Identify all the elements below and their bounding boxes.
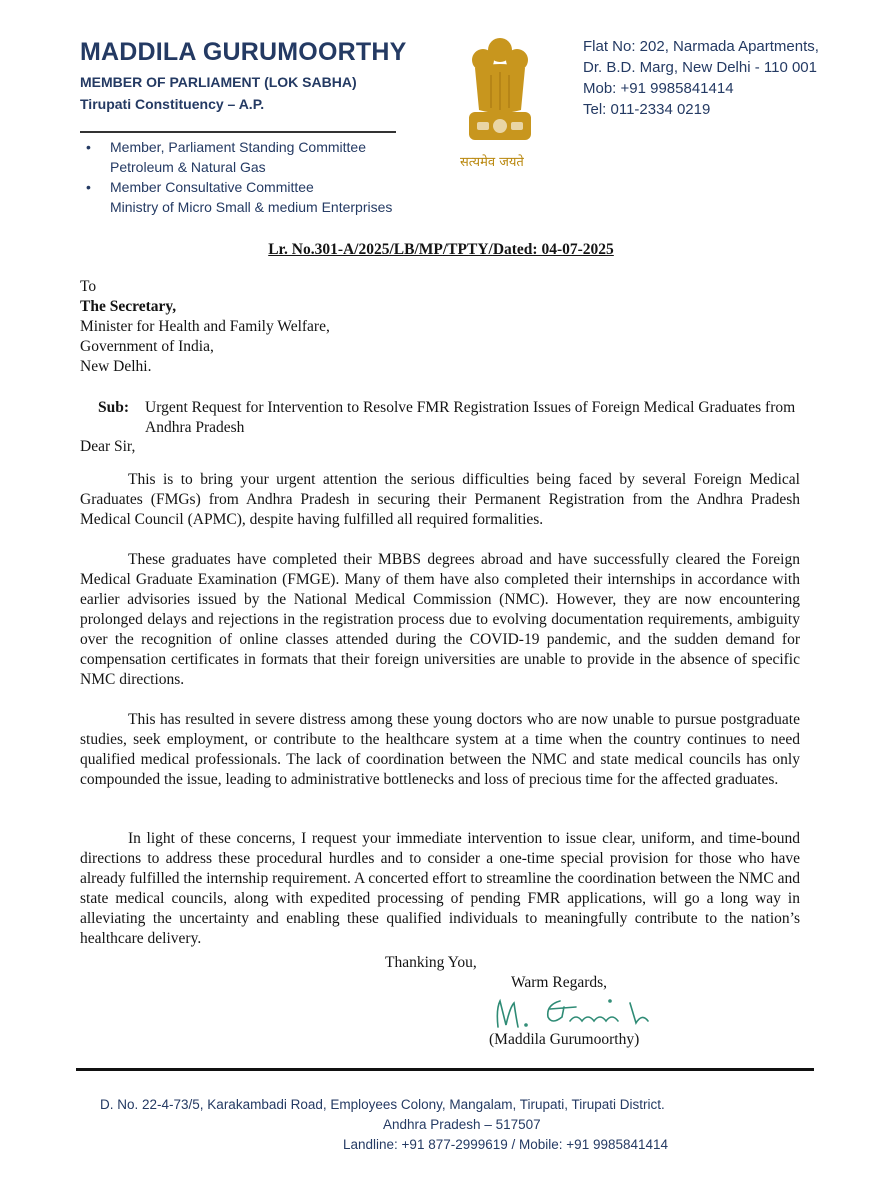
membership-line: Member, Parliament Standing Committee xyxy=(110,139,366,155)
constituency: Tirupati Constituency – A.P. xyxy=(80,96,265,112)
body-paragraph: These graduates have completed their MBBS degrees abroad and have successfully cleared the Foreign Medical Graduate Examination (FMGE). Many of them have also completed their internships in accordance with earlier advisories issued by the National Medical Commission (NMC). However, they are now encountering prolonged delays and rejections in the registration process due to evolving documentation requirements, ambiguity over the recognition of online classes attended during the COVID-19 pandemic, and the sudden demand for compensation certificates in formats that their foreign universities are unable to provide in the absence of specific NMC directions. xyxy=(80,551,800,688)
footer-contact: Landline: +91 877-2999619 / Mobile: +91 9985841414 xyxy=(343,1137,669,1152)
footer-divider xyxy=(76,1068,814,1071)
subject-text: Urgent Request for Intervention to Resolve FMR Registration Issues of Foreign Medical Graduates from Andhra Pradesh xyxy=(145,399,796,436)
footer-state: Andhra Pradesh – 517507 xyxy=(383,1117,541,1132)
signatory-name: (Maddila Gurumoorthy) xyxy=(489,1031,640,1048)
mp-role: MEMBER OF PARLIAMENT (LOK SABHA) xyxy=(80,74,357,90)
regards: Warm Regards, xyxy=(511,974,608,991)
bullet-icon: • xyxy=(86,139,91,155)
address-line: Dr. B.D. Marg, New Delhi - 110 001 xyxy=(583,59,817,76)
subject-label: Sub: xyxy=(98,399,130,416)
recipient-line: Government of India, xyxy=(80,338,214,355)
mp-name: MADDILA GURUMOORTHY xyxy=(80,38,407,66)
salutation: Dear Sir, xyxy=(80,438,136,455)
recipient-line: Minister for Health and Family Welfare, xyxy=(80,318,330,335)
membership-line: Ministry of Micro Small & medium Enterprises xyxy=(110,199,393,215)
delhi-address xyxy=(583,36,819,120)
body-paragraph: This is to bring your urgent attention the serious difficulties being faced by several Foreign Medical Graduates (FMGs) from Andhra Pradesh in securing their Permanent Registration from the Andhra Pradesh Medical Council (APMC), despite having fulfilled all required formalities. xyxy=(80,471,800,528)
body-paragraph: In light of these concerns, I request your immediate intervention to issue clear, uniform, and time-bound directions to address these procedural hurdles and to consider a one-time special provision for those who have already fulfilled the internship requirement. A concerted effort to streamline the coordination between the NMC and state medical councils, along with expedited processing of pending FMR applications, will go a long way in alleviating the uncertainty and enabling these qualified individuals to meaningfully contribute to the nation’s healthcare delivery. xyxy=(80,830,800,947)
recipient-title: The Secretary, xyxy=(80,298,177,315)
national-emblem-icon xyxy=(455,30,545,150)
header-divider xyxy=(80,131,396,133)
membership-line: Member Consultative Committee xyxy=(110,179,314,195)
telephone-number: Tel: 011-2334 0219 xyxy=(583,101,711,118)
body-paragraph: This has resulted in severe distress among these young doctors who are now unable to pursue postgraduate studies, seek employment, or contribute to the healthcare system at a time when the country continues to need qualified medical professionals. The lack of coordination between the NMC and state medical councils has only compounded the issue, leading to administrative bottlenecks and loss of precious time for the affected graduates. xyxy=(80,711,800,788)
membership-line: Petroleum & Natural Gas xyxy=(110,159,266,175)
closing: Thanking You, xyxy=(385,954,477,971)
emblem-motto: सत्यमेव जयते xyxy=(460,155,524,170)
footer-address: D. No. 22-4-73/5, Karakambadi Road, Employees Colony, Mangalam, Tirupati, Tirupati District. xyxy=(100,1097,665,1112)
letter-reference: Lr. No.301-A/2025/LB/MP/TPTY/Dated: 04-07-2025 xyxy=(268,241,614,258)
recipient-line: New Delhi. xyxy=(80,358,152,375)
mobile-number: Mob: +91 9985841414 xyxy=(583,80,734,97)
bullet-icon: • xyxy=(86,179,91,195)
recipient-line: To xyxy=(80,278,97,295)
address-line: Flat No: 202, Narmada Apartments, xyxy=(583,38,819,55)
recipient-block xyxy=(80,277,330,377)
